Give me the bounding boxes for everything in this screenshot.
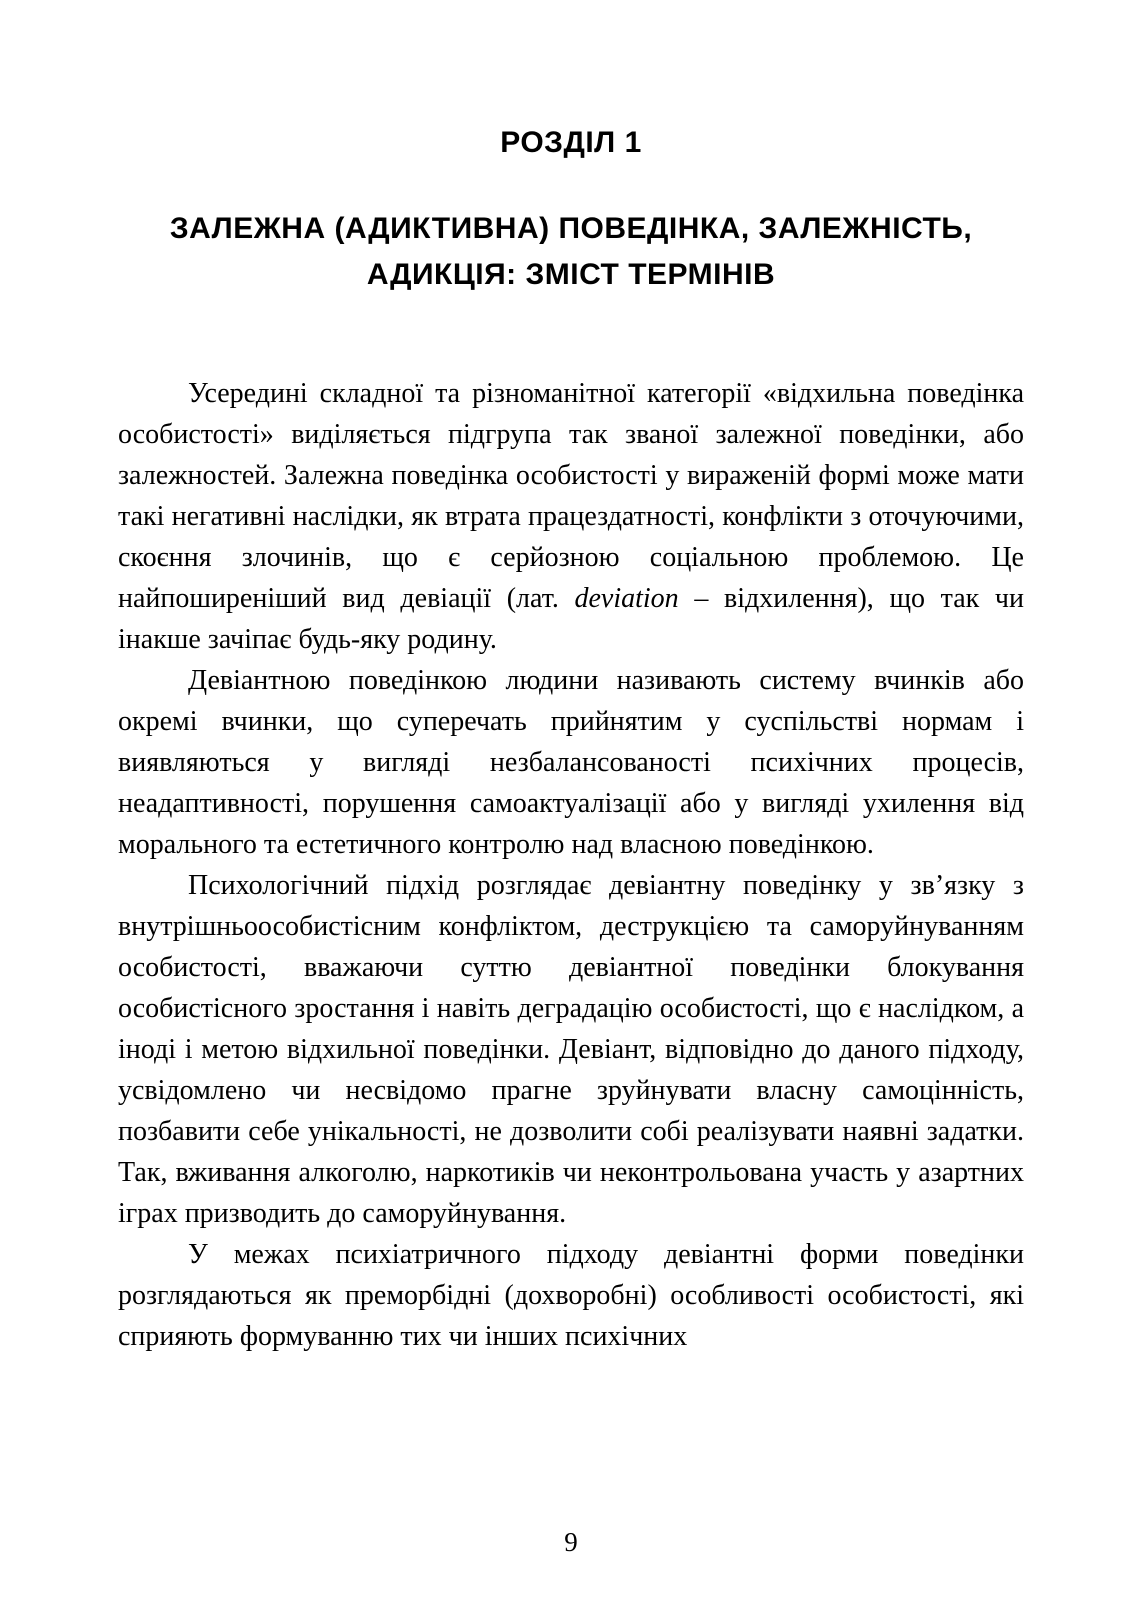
- body-text: [118, 373, 1024, 1357]
- paragraph-1-text-start: Усередині складної та різноманітної категорії «відхильна поведінка особистості» виділяється підгрупа так званої залежної поведінки, або залежностей. Залежна поведінка особистості у вираженій формі може мати такі негативні наслідки, як втрата працездатності, конфлікти з оточуючими, скоєння злочинів, що є серйозною соціальною проблемою. Це найпоширеніший вид девіації (лат.: [118, 378, 1024, 614]
- paragraph-2: Девіантною поведінкою людини називають систему вчинків або окремі вчинки, що суперечать прийнятим у суспільстві нормам і виявляються у вигляді незбалансованості психічних процесів, неадаптивності, порушення самоактуалізації або у вигляді ухилення від морального та естетичного контролю над власною поведінкою.: [118, 665, 1024, 860]
- page-number: 9: [564, 1527, 578, 1557]
- chapter-title-line2: АДИКЦІЯ: ЗМІСТ ТЕРМІНІВ: [366, 258, 776, 291]
- latin-term-italic: deviation: [574, 583, 679, 614]
- paragraph-4: У межах психіатричного підходу девіантні форми поведінки розглядаються як преморбідні (дохворобні) особливості особистості, які сприяють формуванню тих чи інших психічних: [118, 1239, 1024, 1352]
- chapter-title: [60, 206, 1082, 298]
- paragraph-1-text-end: – відхилення), що так чи інакше зачіпає будь-яку родину.: [118, 583, 1024, 655]
- chapter-heading: РОЗДІЛ 1: [500, 126, 642, 159]
- chapter-title-line1: ЗАЛЕЖНА (АДИКТИВНА) ПОВЕДІНКА, ЗАЛЕЖНІСТЬ,: [169, 212, 973, 245]
- paragraph-1: [118, 373, 1024, 660]
- paragraph-3: Психологічний підхід розглядає девіантну поведінку у зв’язку з внутрішньоособистісним конфліктом, деструкцією та саморуйнуванням особистості, вважаючи суттю девіантної поведінки блокування особистісного зростання і навіть деградацію особистості, що є наслідком, а іноді і метою відхильної поведінки. Девіант, відповідно до даного підходу, усвідомлено чи несвідомо прагне зруйнувати власну самоцінність, позбавити себе унікальності, не дозволити собі реалізувати наявні задатки. Так, вживання алкоголю, наркотиків чи неконтрольована участь у азартних іграх призводить до саморуйнування.: [118, 870, 1024, 1229]
